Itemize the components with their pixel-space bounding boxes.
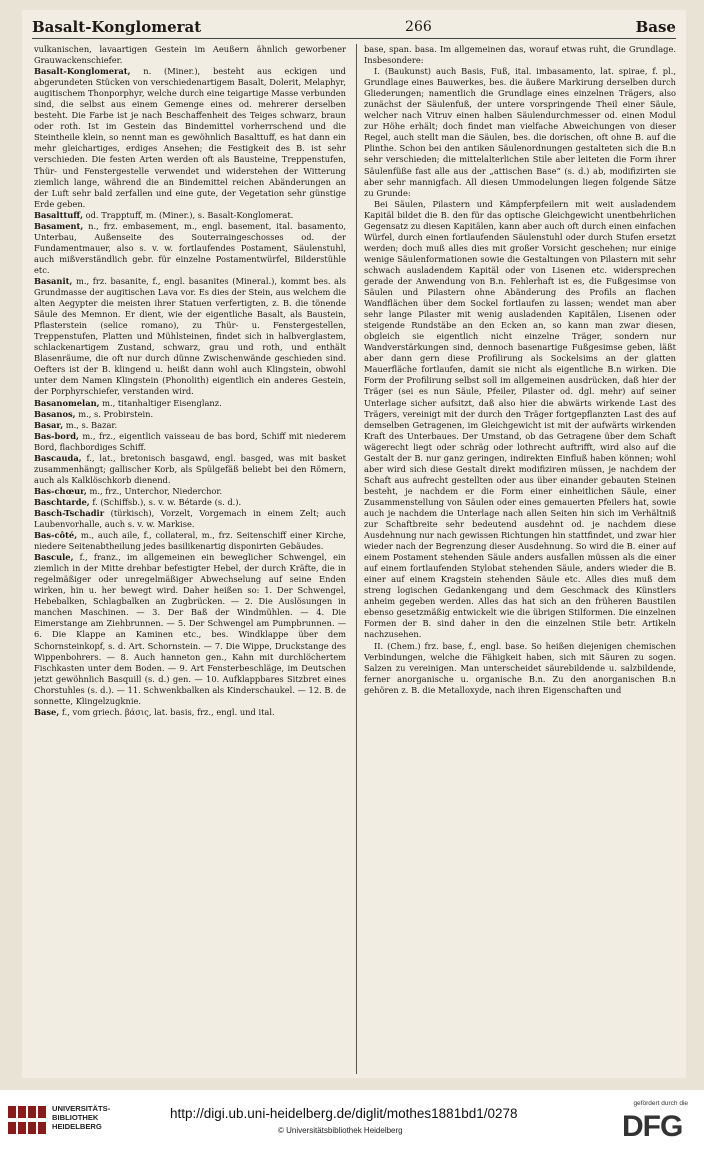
entry-text: n., frz. embasement, m., engl. basement, ital. basamento, Unterbau, Außenseite des Souterraingeschosses od. der Fundamentmauer, also s. v. w. fortlaufendes Postament, Säulenstuhl, auch mißverständlich gebr. für einzelne Postamentwürfel, Bilderstühle etc. bbox=[34, 220, 346, 275]
header-right-title: Base bbox=[635, 18, 676, 36]
entry-headword: Basalt-Konglomerat, bbox=[34, 66, 131, 77]
entry-headword: Basanit, bbox=[34, 275, 73, 286]
dictionary-entry bbox=[34, 66, 346, 210]
page-header bbox=[32, 16, 676, 39]
entry-text: f., vom griech. βάσις, lat. basis, frz., engl. und ital. bbox=[59, 706, 275, 717]
dictionary-entry bbox=[364, 66, 676, 199]
dictionary-entry bbox=[34, 431, 346, 453]
copyright-note: © Universitätsbibliothek Heidelberg bbox=[278, 1126, 403, 1135]
entry-text: II. (Chem.) frz. base, f., engl. base. So heißen diejenigen chemischen Verbindungen, welche die Fähigkeit haben, sich mit Säuren zu sogen. Salzen zu vereinigen. Man unterscheidet säurebildende u. salzbildende, ferner anorganische u. organische B.n. Zu den anorganischen B.n gehören z. B. die Metalloxyde, nach ihren Eigenschaften und bbox=[364, 640, 676, 695]
university-library-logo-icon bbox=[6, 1102, 48, 1138]
right-column bbox=[364, 44, 676, 1074]
dictionary-entry bbox=[34, 497, 346, 508]
dictionary-entry bbox=[364, 199, 676, 641]
entry-text: base, span. basa. Im allgemeinen das, worauf etwas ruht, die Grundlage. Insbesondere: bbox=[364, 44, 676, 66]
entry-headword: Bas-chœur, bbox=[34, 485, 87, 496]
entry-text: m., titanhaltiger Eisenglanz. bbox=[99, 397, 222, 408]
dictionary-entry bbox=[34, 420, 346, 431]
entry-headword: Bascule, bbox=[34, 552, 74, 563]
page-number: 266 bbox=[405, 19, 432, 35]
entry-text: (türkisch), Vorzelt, Vorgemach in einem Zelt; auch Laubenvorhalle, auch s. v. w. Markise. bbox=[34, 507, 346, 530]
book-page bbox=[22, 10, 686, 1078]
entry-headword: Basch-Tschadir bbox=[34, 507, 105, 518]
dictionary-entry bbox=[34, 707, 346, 718]
entry-headword: Basalttuff, bbox=[34, 209, 83, 220]
entry-headword: Basanos, bbox=[34, 408, 76, 419]
footer-bar bbox=[0, 1090, 704, 1152]
entry-text: I. (Baukunst) auch Basis, Fuß, ital. imbasamento, lat. spirae, f. pl., Grundlage eines Bauwerkes, bes. die äußere Markirung derselben durch Gliederungen; namentlich die Grundlage eines einzelnen Trägers, also zunächst der Säulenfuß, der untere vorspringende Theil einer Säule, welcher nach Vitruv einen halben Säulendurchmesser od. einen Modul zur Höhe erhält; doch findet man vielfache Abweichungen von dieser Regel, auch stellt man die Säulen, bes. die dorischen, oft ohne B. auf die Plinthe. Schon bei den antiken Säulenordnungen gestalteten sich die B.n sehr verschieden; die mittelalterlichen Stile aber leiteten die Form ihrer Säulenfüße fast alle aus der „attischen Base“ (s. d.) ab, modifizirten sie aber sehr mannigfach. All diesen Ummodelungen liegen folgende Sätze zu Grunde: bbox=[364, 66, 676, 198]
entry-text: m., s. Probirstein. bbox=[75, 408, 154, 419]
dictionary-entry bbox=[34, 210, 346, 221]
entry-text: m., frz., Unterchor, Niederchor. bbox=[86, 485, 223, 496]
entry-text: od. Trapptuff, m. (Miner.), s. Basalt-Konglomerat. bbox=[82, 209, 294, 220]
entry-headword: Basar, bbox=[34, 419, 64, 430]
dictionary-entry bbox=[34, 221, 346, 276]
entry-text: f., lat., bretonisch basgawd, engl. basged, was mit basket zusammenhängt; gallischer Korb, als Spülgefäß beliebt bei den Römern, auch als Kalklöschkorb dienend. bbox=[34, 452, 346, 485]
entry-headword: Base, bbox=[34, 706, 60, 717]
library-name: UNIVERSITÄTS- BIBLIOTHEK HEIDELBERG bbox=[52, 1104, 111, 1131]
dictionary-entry bbox=[34, 44, 346, 66]
dictionary-entry bbox=[34, 398, 346, 409]
entry-text: m., s. Bazar. bbox=[63, 419, 118, 430]
header-left-title: Basalt-Konglomerat bbox=[32, 18, 202, 36]
entry-headword: Bas-côté, bbox=[34, 530, 78, 541]
dictionary-entry bbox=[34, 409, 346, 420]
dictionary-entry bbox=[364, 44, 676, 66]
funded-by-label: gefördert durch die bbox=[633, 1100, 688, 1107]
dfg-logo: DFG bbox=[622, 1110, 683, 1143]
column-divider bbox=[356, 44, 357, 1074]
entry-text: f., franz., im allgemeinen ein beweglicher Schwengel, ein ziemlich in der Mitte drehbar befestigter Hebel, der durch Kräfte, die in regelmäßiger oder unregelmäßiger Abwechselung auf seine Enden wirken, hin u. her bewegt wird. Daher heißen so: 1. Der Schwengel, Hebebalken, Schlagbalken an Zugbrücken. — 2. Die Auslösungen in manchen Maschinen. — 3. Der Baß der Windmühlen. — 4. Die Eimerstange am Ziehbrunnen. — 5. Der Schwengel am Pumpbrunnen. — 6. Die Klappe an Kaminen etc., bes. Windklappe über dem Schornsteinkopf, s. d. Art. Schornstein. — 7. Die Wippe, Druckstange des Wippenbohrers. — 8. Auch hanneton gen., Kahn mit durchlöchertem Fischkasten unter dem Boden. — 9. Art Fensterbeschläge, im Deutschen jetzt gewöhnlich Basquill (s. d.) gen. — 10. Aufklappbares Sitzbret eines Chorstuhles (s. d.). — 11. Schwenkbalken als Kinderschaukel. — 12. B. de sonnette, Klingelzugknie. bbox=[34, 552, 346, 706]
entry-text: n. (Miner.), besteht aus eckigen und abgerundeten Stücken von verschiedenartigem Basalt, Dolerit, Melaphyr, augitischem Thonporphyr, welche durch eine teigartige Masse verbunden sind, die selbst aus einem Gemenge eines od. mehrerer derselben besteht. Die Farbe ist je nach Beschaffenheit des Teiges schwarz, braun oder roth. Ist im Gestein das Bindemittel vorherrschend und die Steintheile klein, so nennt man es gewöhnlich Basalttuff, es hat dann ein mehr gleichartiges, erdiges Ansehen; die Festigkeit des B. ist sehr verschieden. Die festen Arten werden oft als Bausteine, Treppenstufen, Thür- und Fenstergestelle verwendet und widerstehen der Witterung ziemlich lange, während die an Bindemittel reichen Abänderungen an der Luft sehr bald zerfallen und eine gute, der Vegetation sehr günstige Erde geben. bbox=[34, 66, 346, 209]
dictionary-entry bbox=[34, 530, 346, 552]
entry-text: f. (Schiffsb.), s. v. w. Bétarde (s. d.). bbox=[89, 496, 242, 507]
dictionary-entry bbox=[34, 276, 346, 398]
entry-headword: Baschtarde, bbox=[34, 496, 90, 507]
entry-text: m., auch aile, f., collateral, m., frz. Seitenschiff einer Kirche, niedere Seitenabtheilung jedes basilikenartig disponirten Gebäudes. bbox=[34, 530, 346, 552]
entry-headword: Bas-bord, bbox=[34, 430, 79, 441]
entry-headword: Basanomelan, bbox=[34, 397, 100, 408]
entry-text: m., frz. basanite, f., engl. basanites (Mineral.), kommt bes. als Grundmasse der augitischen Lava vor. Es dies der Stein, aus welchem die alten Aegypter die meisten ihrer Statuen verfertigten, z. B. die tönende Säule des Memnon. Er dient, wie der eigentliche Basalt, als Baustein, Pflasterstein (selice romano), zu Thür- u. Fenstergestellen, Treppenstufen, Platten und Mühlsteinen, findet sich in halbverglastem, schlackenartigem Zustand, schwarz, grau und roth, und enthält Blasenräume, die oft nur durch dünne Zwischenwände geschieden sind. Oefters ist der B. klingend u. heißt dann wohl auch Klingstein, obwohl unter dem Namen Klingstein (Phonolith) eigentlich ein anderes Gestein, der Porphyrschiefer, verstanden wird. bbox=[34, 275, 346, 397]
dictionary-entry bbox=[34, 486, 346, 497]
dictionary-entry bbox=[34, 508, 346, 530]
left-column bbox=[34, 44, 346, 1074]
entry-headword: Basament, bbox=[34, 220, 84, 231]
dictionary-entry bbox=[34, 552, 346, 707]
dictionary-entry bbox=[364, 641, 676, 696]
permalink-url[interactable]: http://digi.ub.uni-heidelberg.de/diglit/mothes1881bd1/0278 bbox=[170, 1106, 518, 1121]
entry-text: Bei Säulen, Pilastern und Kämpferpfeilern mit weit ausladendem Kapitäl bildet die B. den für das optische Gleichgewicht unentbehrlichen Gegensatz zu diesen Kapitälen, kann aber auch oft durch einen einfachen Würfel, durch einen fortlaufenden Säulenstuhl oder durch Stufen ersetzt werden; doch muß alles dies mit großer Vorsicht geschehen; nur einige wenige Säulenformationen sowie die Gestaltungen von Pilastern mit sehr schwach ausladendem Kapitäl oder von Lisenen etc. widersprechen gerade der Anwendung von B.n. Fehlerhaft ist es, die Fußgesimse von Säulen und Pilastern ohne Abänderung des Profils an flachen Wandflächen über dem Sockel fortlaufen zu lassen; wendet man aber sehr lange Pilaster mit wenig ausladenden Kapitälen, Lisenen oder steigende Rundstäbe an den Ecken an, so kann man zwar diesen, obgleich sie eigentlich nicht einzelne Träger, sondern nur Wandverstärkungen sind, dennoch basenartige Fußgesimse geben, läßt aber dann gern diese Profilirung als Sockelsims an der glatten Mauerfläche fortlaufen, damit sie nicht als eigentliche B.n wirken. Die Form der Profilirung selbst soll im allgemeinen ausdrücken, daß hier der Träger (sei es nun Säule, Pfeiler, Pilaster od. dgl. mehr) auf seiner Unterlage sicher aufsitzt, daß also hier die abwärts wirkende Last des Trägers, vereinigt mit der durch den Träger fortgepflanzten Last des auf demselben Getragenen, im Gleichgewicht ist mit der aufwärts wirkenden Kraft des Unterbaues. Der Umstand, ob das Getragene über dem Schaft wägerecht liegt oder schräg oder lothrecht auftrifft, wird also auf die Gestalt der B. nur ganz geringen, indirekten Einfluß haben können; wohl aber wird sich diese Gestalt direkt modifiziren müssen, je nachdem der Schaft aus aufrecht gestellten oder aus über einander gebauten Steinen besteht, je nachdem er die Form einer einheitlichen Säule, einer Zusammenstellung von Säulen oder eines gemauerten Pfeilers hat, sowie auch je nachdem die Unterlage nach allen Seiten hin sich im Verhältniß zur Schaftbreite sehr bedeutend ausdehnt od. je nachdem diese Ausdehnung nur nach gewissen Richtungen hin stattfindet, und zwar hier wieder nach der Begrenzung dieser Ausdehnung. So wird die B. einer auf einem Postament stehenden Säule anders ausfallen müssen als die einer auf einem fortlaufenden Stylobat stehenden Säule, anders wieder die B. einer auf einem Kragstein stehenden Säule etc. Alles dies muß dem streng logischen Gedankengang und dem Geschmack des Künstlers anheim gegeben werden. Alles das hat sich an den früheren Baustilen ebenso gesetzmäßig entwickelt wie die übrigen Stilformen. Die einzelnen Formen der B. sind daher in den die einzelnen Stile betr. Artikeln nachzusehen. bbox=[364, 198, 676, 640]
dictionary-entry bbox=[34, 453, 346, 486]
entry-headword: Bascauda, bbox=[34, 452, 82, 463]
entry-text: vulkanischen, lavaartigen Gestein im Aeußern ähnlich geworbener Grauwackenschiefer. bbox=[34, 44, 346, 66]
entry-text: m., frz., eigentlich vaisseau de bas bord, Schiff mit niederem Bord, flachbordiges Schiff. bbox=[34, 430, 346, 452]
